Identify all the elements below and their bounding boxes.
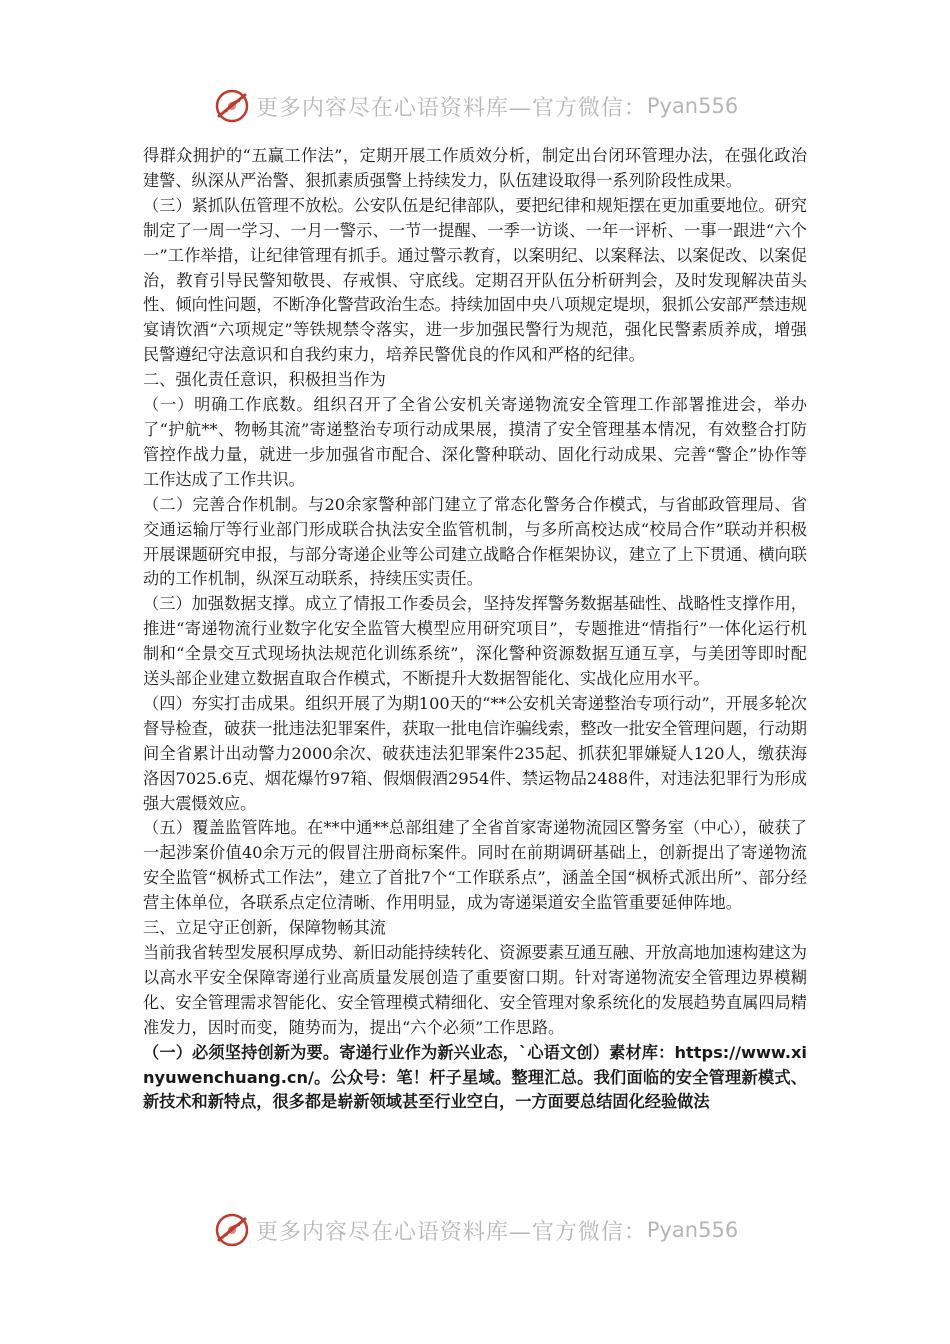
paragraph: （一）明确工作底数。组织召开了全省公安机关寄递物流安全管理工作部署推进会，举办了“护航**、物畅其流”寄递整治专项行动成果展，摸清了安全管理基本情况，有效整合打防管控作战力量，就进一步加强省市配合、深化警种联动、固化行动成果、完善“警企”协作等工作达成了工作共识。 [143, 395, 807, 489]
section-heading: 三、立足守正创新，保障物畅其流 [143, 918, 386, 938]
paragraph: （五）覆盖监管阵地。在**中通**总部组建了全省首家寄递物流园区警务室（中心），破获了一起涉案价值40余万元的假冒注册商标案件。同时在前期调研基础上，创新提出了寄递物流安全监管“枫桥式工作法”，建立了首批7个“工作联系点”，涵盖全国“枫桥式派出所”、部分经营主体单位，各联系点定位清晰、作用明显，成为寄递渠道安全监管重要延伸阵地。 [143, 818, 807, 913]
section-heading: 二、强化责任意识，积极担当作为 [143, 370, 386, 390]
paragraph: （四）夯实打击成果。组织开展了为期100天的“**公安机关寄递整治专项行动”，开展多轮次督导检查，破获一批违法犯罪案件，获取一批电信诈骗线索，整改一批安全管理问题，行动期间全省累计出动警力2000余次、破获违法犯罪案件235起、抓获犯罪嫌疑人120人，缴获海洛因7025.6克、烟花爆竹97箱、假烟假酒2954件、禁运物品2488件，对违法犯罪行为形成强大震慑效应。 [143, 693, 807, 813]
paragraph: 当前我省转型发展积厚成势、新旧动能持续转化、资源要素互通互融、开放高地加速构建这为以高水平安全保障寄递行业高质量发展创造了重要窗口期。针对寄递物流安全管理边界模糊化、安全管理需求智能化、安全管理模式精细化、安全管理对象系统化的发展趋势直属四局精准发力，因时而变，随势而为，提出“六个必须”工作思路。 [143, 943, 807, 1037]
paragraph: （三）紧抓队伍管理不放松。公安队伍是纪律部队，要把纪律和规矩摆在更加重要地位。研究制定了一周一学习、一月一警示、一节一提醒、一季一访谈、一年一评析、一事一跟进“六个一”工作举措，让纪律管理有抓手。通过警示教育，以案明纪、以案释法、以案促改、以案促治，教育引导民警知敬畏、存戒惧、守底线。定期召开队伍分析研判会，及时发现解决苗头性、倾向性问题，不断净化警营政治生态。持续加固中央八项规定堤坝，狠抓公安部严禁违规宴请饮酒“六项规定”等铁规禁令落实，进一步加强民警行为规范，强化民警素质养成，增强民警遵纪守法意识和自我约束力，培养民警优良的作风和严格的纪律。 [143, 195, 807, 365]
bottom-watermark-banner [0, 1210, 950, 1250]
brand-logo-icon [212, 86, 252, 126]
paragraph: 得群众拥护的“五赢工作法”，定期开展工作质效分析，制定出台闭环管理办法，在强化政治建警、纵深从严治警、狠抓素质强警上持续发力，队伍建设取得一系列阶段性成果。 [143, 146, 807, 190]
top-watermark-banner [0, 86, 950, 126]
bold-paragraph: （一）必须坚持创新为要。寄递行业作为新兴业态，`心语文创）素材库：https://www.xinyuwenchuang.cn/。公众号：笔！杆子星域。整理汇总。我们面临的安全管理新模式、新技术和新特点，很多都是崭新领域甚至行业空白，一方面要总结固化经验做法 [143, 1042, 807, 1112]
document-body [143, 144, 807, 1115]
watermark-text: 更多内容尽在心语资料库—官方微信： [255, 95, 647, 121]
watermark-wechat-id: Pyan556 [646, 94, 739, 118]
paragraph: （二）完善合作机制。与20余家警种部门建立了常态化警务合作模式，与省邮政管理局、省交通运输厅等行业部门形成联合执法安全监管机制，与多所高校达成“校局合作”联动并积极开展课题研究申报，与部分寄递企业等公司建立战略合作框架协议，建立了上下贯通、横向联动的工作机制，纵深互动联系，持续压实责任。 [143, 494, 807, 589]
brand-logo-icon [212, 1210, 252, 1250]
paragraph: （三）加强数据支撑。成立了情报工作委员会，坚持发挥警务数据基础性、战略性支撑作用，推进“寄递物流行业数字化安全监管大模型应用研究项目”，专题推进“情指行”一体化运行机制和“全景交互式现场执法规范化训练系统”，深化警种资源数据互通互享，与美团等即时配送头部企业建立数据直取合作模式，不断提升大数据智能化、实战化应用水平。 [143, 594, 807, 689]
watermark-text: 更多内容尽在心语资料库—官方微信： [255, 1219, 647, 1245]
watermark-wechat-id: Pyan556 [646, 1218, 739, 1242]
